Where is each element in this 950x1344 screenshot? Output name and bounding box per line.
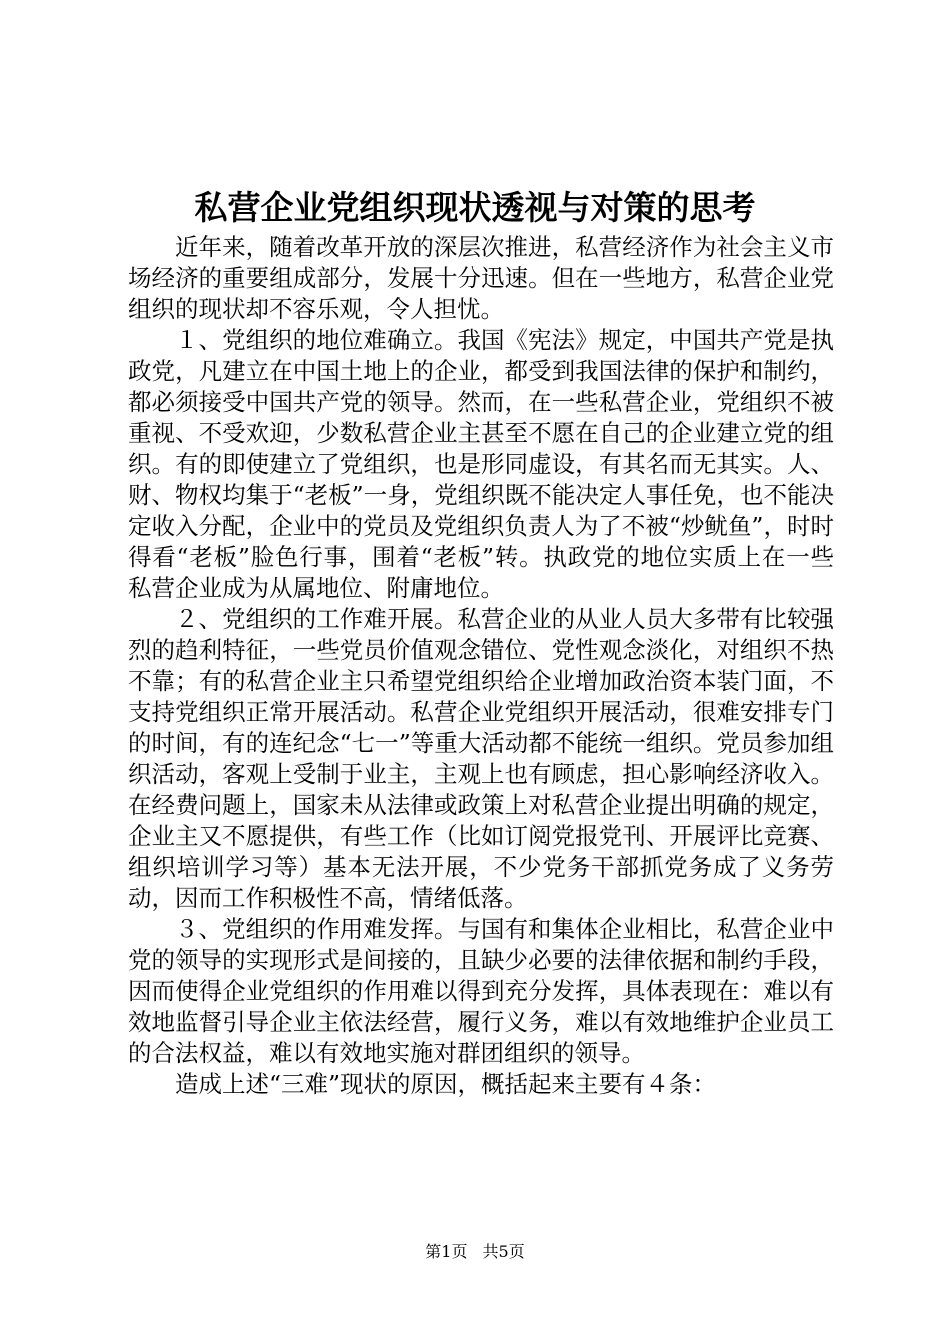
page-footer <box>0 1241 950 1263</box>
paragraph-point-3: ３、党组织的作用难发挥。与国有和集体企业相比，私营企业中党的领导的实现形式是间接的，且缺少必要的法律依据和制约手段，因而使得企业党组织的作用难以得到充分发挥，具体表现在：难以有效地监督引导企业主依法经营，履行义务，难以有效地维护企业员工的合法权益，难以有效地实施对群团组织的领导。 <box>128 915 834 1067</box>
page-number: 第1页 <box>425 1242 468 1261</box>
paragraph-point-1: １、党组织的地位难确立。我国《宪法》规定，中国共产党是执政党，凡建立在中国土地上的企业，都受到我国法律的保护和制约，都必须接受中国共产党的领导。然而，在一些私营企业，党组织不被重视、不受欢迎，少数私营企业主甚至不愿在自己的企业建立党的组织。有的即使建立了党组织，也是形同虚设，有其名而无其实。人、财、物权均集于“老板”一身，党组织既不能决定人事任免，也不能决定收入分配，企业中的党员及党组织负责人为了不被“炒鱿鱼”，时时得看“老板”脸色行事，围着“老板”转。执政党的地位实质上在一些私营企业成为从属地位、附庸地位。 <box>128 326 834 602</box>
document-title: 私营企业党组织现状透视与对策的思考 <box>194 188 756 227</box>
paragraph-intro: 近年来，随着改革开放的深层次推进，私营经济作为社会主义市场经济的重要组成部分，发展十分迅速。但在一些地方，私营企业党组织的现状却不容乐观，令人担忧。 <box>128 233 834 323</box>
paragraph-causes-intro: 造成上述“三难”现状的原因，概括起来主要有４条： <box>175 1070 717 1098</box>
paragraph-point-2: ２、党组织的工作难开展。私营企业的从业人员大多带有比较强烈的趋利特征，一些党员价值观念错位、党性观念淡化，对组织不热不靠；有的私营企业主只希望党组织给企业增加政治资本装门面，不支持党组织正常开展活动。私营企业党组织开展活动，很难安排专门的时间，有的连纪念“七一”等重大活动都不能统一组织。党员参加组织活动，客观上受制于业主，主观上也有顾虑，担心影响经济收入。在经费问题上，国家未从法律或政策上对私营企业提出明确的规定，企业主又不愿提供，有些工作（比如订阅党报党刊、开展评比竞赛、组织培训学习等）基本无法开展，不少党务干部抓党务成了义务劳动，因而工作积极性不高，情绪低落。 <box>128 605 834 912</box>
page-total: 共5页 <box>482 1242 525 1261</box>
document-body <box>128 232 834 1100</box>
